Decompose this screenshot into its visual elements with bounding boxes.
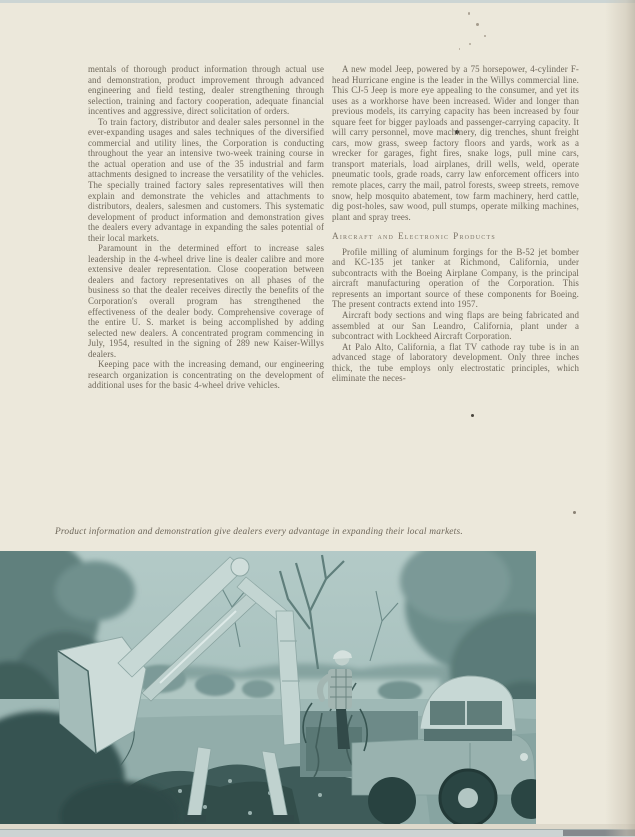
paragraph: To train factory, distributor and dealer sales personnel in the ever-expanding usages and sales techniques of the diversified commercial and utility lines, the Corporation is conducting throughout the year an intensive two-week training course in the actual operation and use of the 35 industrial and farm attachments designed to increase the versatility of the vehicles. The specially trained factory sales representatives will then explain and demonstrate the vehicles and attachments to distributors, dealers, salesmen and customers. This systematic development of product information and demonstration gives the dealers every advantage in expanding the sales potential of their local markets.: [88, 116, 324, 243]
ink-blot: [471, 414, 474, 417]
paragraph: A new model Jeep, powered by a 75 horsepower, 4-cylinder F-head Hurricane engine is the leader in the Willys commercial line. This CJ-5 Jeep is more eye appealing to the consumer, and yet its uses as a workhorse have been increased. Wider and longer than previous models, its carrying capacity has been increased by four square feet for bigger payloads and passenger-carrying capacity. It will carry personnel, move machinery, dig trenches, shunt freight cars, mow grass, sweep factory floors and yards, work as a wrecker for garages, fight fires, snake logs, pull mine cars, transport materials, load airplanes, drill wells, weld, operate pneumatic tools, grade roads, carry law enforcement officers into remote places, carry the mail, patrol forests, sweep streets, remove snow, help mosquito abatement, tow farm machinery, herd cattle, dig post-holes, saw wood, pull stumps, operate milking machines, plant and spray trees.: [332, 64, 579, 222]
dust-speck: [459, 48, 460, 50]
paragraph: Paramount in the determined effort to increase sales leadership in the 4-wheel drive line is dealer calibre and more extensive dealer representation. Close cooperation between dealers and factory representatives on all phases of the business so that the dealer receives directly the benefits of the Corporation's overall program has strengthened the effectiveness of the dealer body. Comprehensive coverage of the entire U. S. market is being accomplished by adding selected new dealers. A concentrated program commencing in July, 1954, resulted in the signing of 289 new Kaiser-Willys dealers.: [88, 243, 324, 359]
dust-speck: [468, 12, 470, 15]
scan-corner-shadow: [563, 830, 635, 836]
paragraph: Keeping pace with the increasing demand, our engineering research organization is concentrating on the development of additional uses for the basic 4-wheel drive vehicles.: [88, 359, 324, 391]
photo-jeep-backhoe: [0, 551, 536, 824]
dust-speck: [469, 43, 471, 45]
page-curl-shadow: [605, 0, 635, 836]
photo-caption: Product information and demonstration give dealers every advantage in expanding their local markets.: [55, 527, 463, 537]
dust-speck: [573, 511, 576, 514]
left-text-column: [88, 64, 324, 391]
paragraph: Aircraft body sections and wing flaps are being fabricated and assembled at our San Leandro, California, plant under a subcontract with Lockheed Aircraft Corporation.: [332, 310, 579, 342]
right-text-column: [332, 64, 579, 384]
paragraph: mentals of thorough product information through actual use and demonstration, product improvement through advanced engineering and field testing, dealer strengthening through selection, training and factory cooperation, adequate financial incentives and aggressive, direct solicitation of orders.: [88, 64, 324, 117]
dust-speck: [484, 35, 486, 37]
scan-edge-top: [0, 0, 635, 3]
section-heading-aircraft-electronic-products: Aircraft and Electronic Products: [332, 231, 496, 242]
paragraph: At Palo Alto, California, a flat TV cathode ray tube is in an advanced stage of laboratory development. Only three inches thick, the tube employs only electrostatic principles, which eliminate the neces-: [332, 341, 579, 384]
dust-speck: [476, 23, 479, 26]
paragraph: Profile milling of aluminum forgings for the B-52 jet bomber and KC-135 jet tanker at Richmond, California, under subcontracts with the Boeing Airplane Company, is the principal aircraft manufacturing operation of the Corporation. This represents an important source of these components for Boeing. The present contracts extend into 1957.: [332, 246, 579, 310]
